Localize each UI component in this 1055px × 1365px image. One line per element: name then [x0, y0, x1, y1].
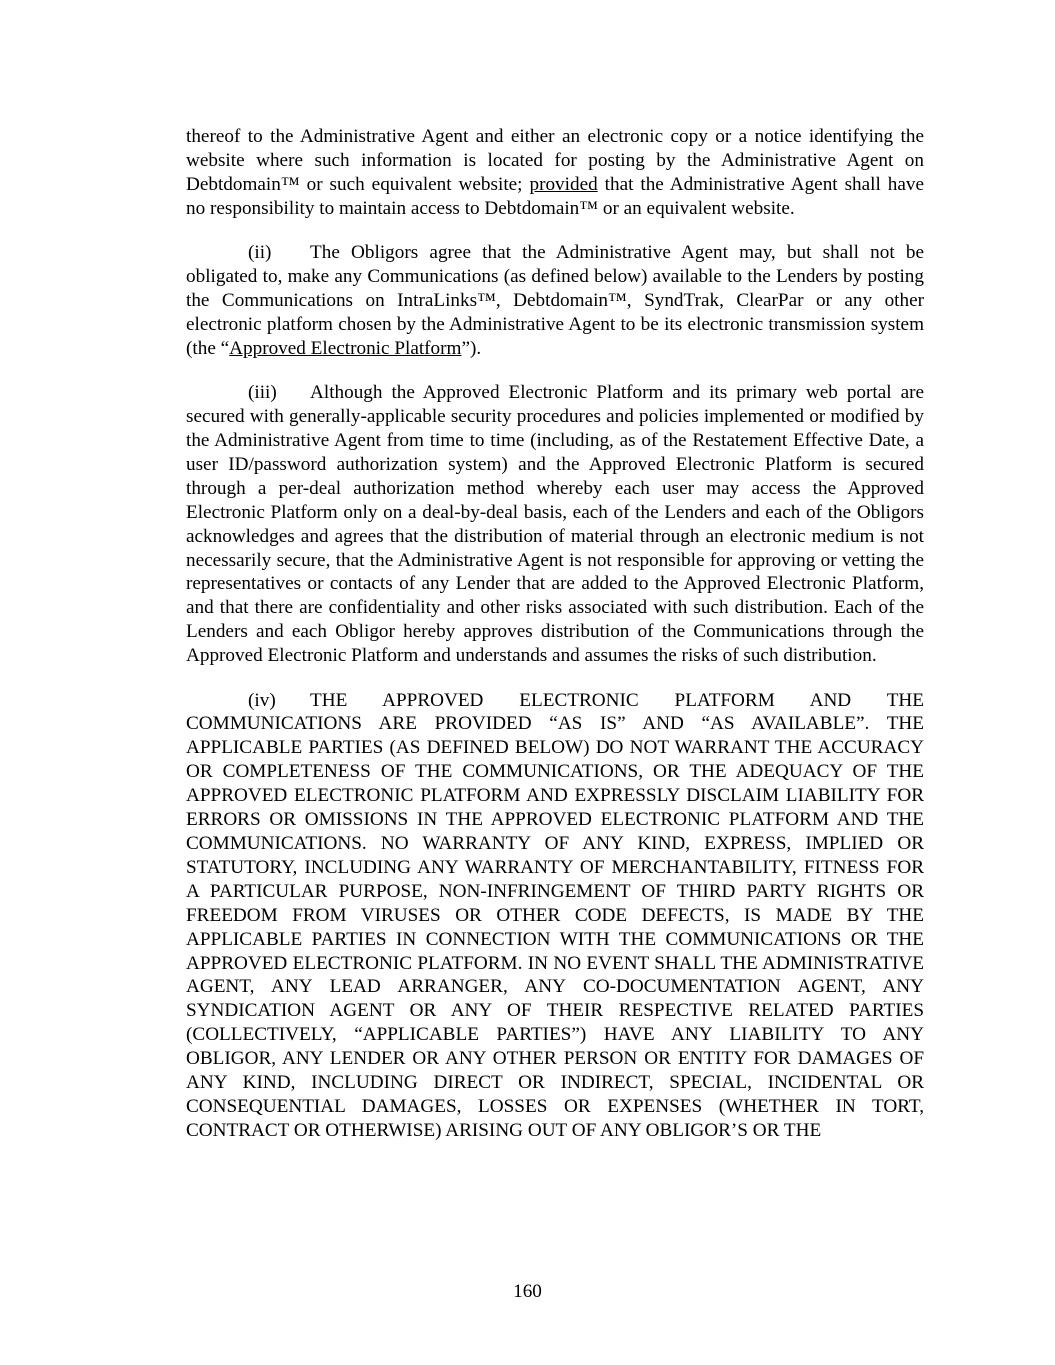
paragraph-iii-number: (iii) [248, 382, 277, 404]
paragraph-continued [186, 125, 924, 221]
document-body [186, 125, 924, 1163]
paragraph-continued-text-end: that the Administrative Agent shall have no responsibility to maintain access to Debtdomain™ or an equivalent website. [186, 173, 924, 219]
paragraph-iii [186, 381, 924, 668]
paragraph-iv-number: (iv) [248, 689, 276, 711]
paragraph-ii-text-start: The Obligors agree that the Administrative Agent may, but shall not be obligated to, make any Communications (as defined below) available to the Lenders by posting the Communications on IntraLinks™, Debtdomain™, SyndTrak, ClearPar or any other electronic platform chosen by the Administrative Agent to be its electronic transmission system (the “ [186, 242, 924, 359]
paragraph-continued-text-start: thereof to the Administrative Agent and either an electronic copy or a notice identifying the website where such information is located for posting by the Administrative Agent on Debtdomain™ or such equivalent website; [186, 126, 924, 195]
paragraph-ii-text-end: ”). [461, 337, 482, 359]
paragraph-ii [186, 241, 924, 361]
paragraph-iv-text: THE APPROVED ELECTRONIC PLATFORM AND THE COMMUNICATIONS ARE PROVIDED “AS IS” AND “AS AVAILABLE”. THE APPLICABLE PARTIES (AS DEFINED BELOW) DO NOT WARRANT THE ACCURACY OR COMPLETENESS OF THE COMMUNICATIONS, OR THE ADEQUACY OF THE APPROVED ELECTRONIC PLATFORM AND EXPRESSLY DISCLAIM LIABILITY FOR ERRORS OR OMISSIONS IN THE APPROVED ELECTRONIC PLATFORM AND THE COMMUNICATIONS. NO WARRANTY OF ANY KIND, EXPRESS, IMPLIED OR STATUTORY, INCLUDING ANY WARRANTY OF MERCHANTABILITY, FITNESS FOR A PARTICULAR PURPOSE, NON-INFRINGEMENT OF THIRD PARTY RIGHTS OR FREEDOM FROM VIRUSES OR OTHER CODE DEFECTS, IS MADE BY THE APPLICABLE PARTIES IN CONNECTION WITH THE COMMUNICATIONS OR THE APPROVED ELECTRONIC PLATFORM. IN NO EVENT SHALL THE ADMINISTRATIVE AGENT, ANY LEAD ARRANGER, ANY CO-DOCUMENTATION AGENT, ANY SYNDICATION AGENT OR ANY OF THEIR RESPECTIVE RELATED PARTIES (COLLECTIVELY, “APPLICABLE PARTIES”) HAVE ANY LIABILITY TO ANY OBLIGOR, ANY LENDER OR ANY OTHER PERSON OR ENTITY FOR DAMAGES OF ANY KIND, INCLUDING DIRECT OR INDIRECT, SPECIAL, INCIDENTAL OR CONSEQUENTIAL DAMAGES, LOSSES OR EXPENSES (WHETHER IN TORT, CONTRACT OR OTHERWISE) ARISING OUT OF ANY OBLIGOR’S OR THE [186, 689, 924, 1141]
paragraph-ii-number: (ii) [248, 242, 272, 264]
provided-term: provided [529, 173, 598, 195]
page-number: 160 [513, 1281, 542, 1302]
paragraph-iii-text: Although the Approved Electronic Platform and its primary web portal are secured with generally-applicable security procedures and policies implemented or modified by the Administrative Agent from time to time (including, as of the Restatement Effective Date, a user ID/password authorization system) and the Approved Electronic Platform is secured through a per-deal authorization method whereby each user may access the Approved Electronic Platform only on a deal-by-deal basis, each of the Lenders and each of the Obligors acknowledges and agrees that the distribution of material through an electronic medium is not necessarily secure, that the Administrative Agent is not responsible for approving or vetting the representatives or contacts of any Lender that are added to the Approved Electronic Platform, and that there are confidentiality and other risks associated with such distribution. Each of the Lenders and each Obligor hereby approves distribution of the Communications through the Approved Electronic Platform and understands and assumes the risks of such distribution. [186, 382, 924, 667]
paragraph-iv [186, 689, 924, 1143]
defined-term-approved-electronic-platform: Approved Electronic Platform [229, 337, 462, 359]
